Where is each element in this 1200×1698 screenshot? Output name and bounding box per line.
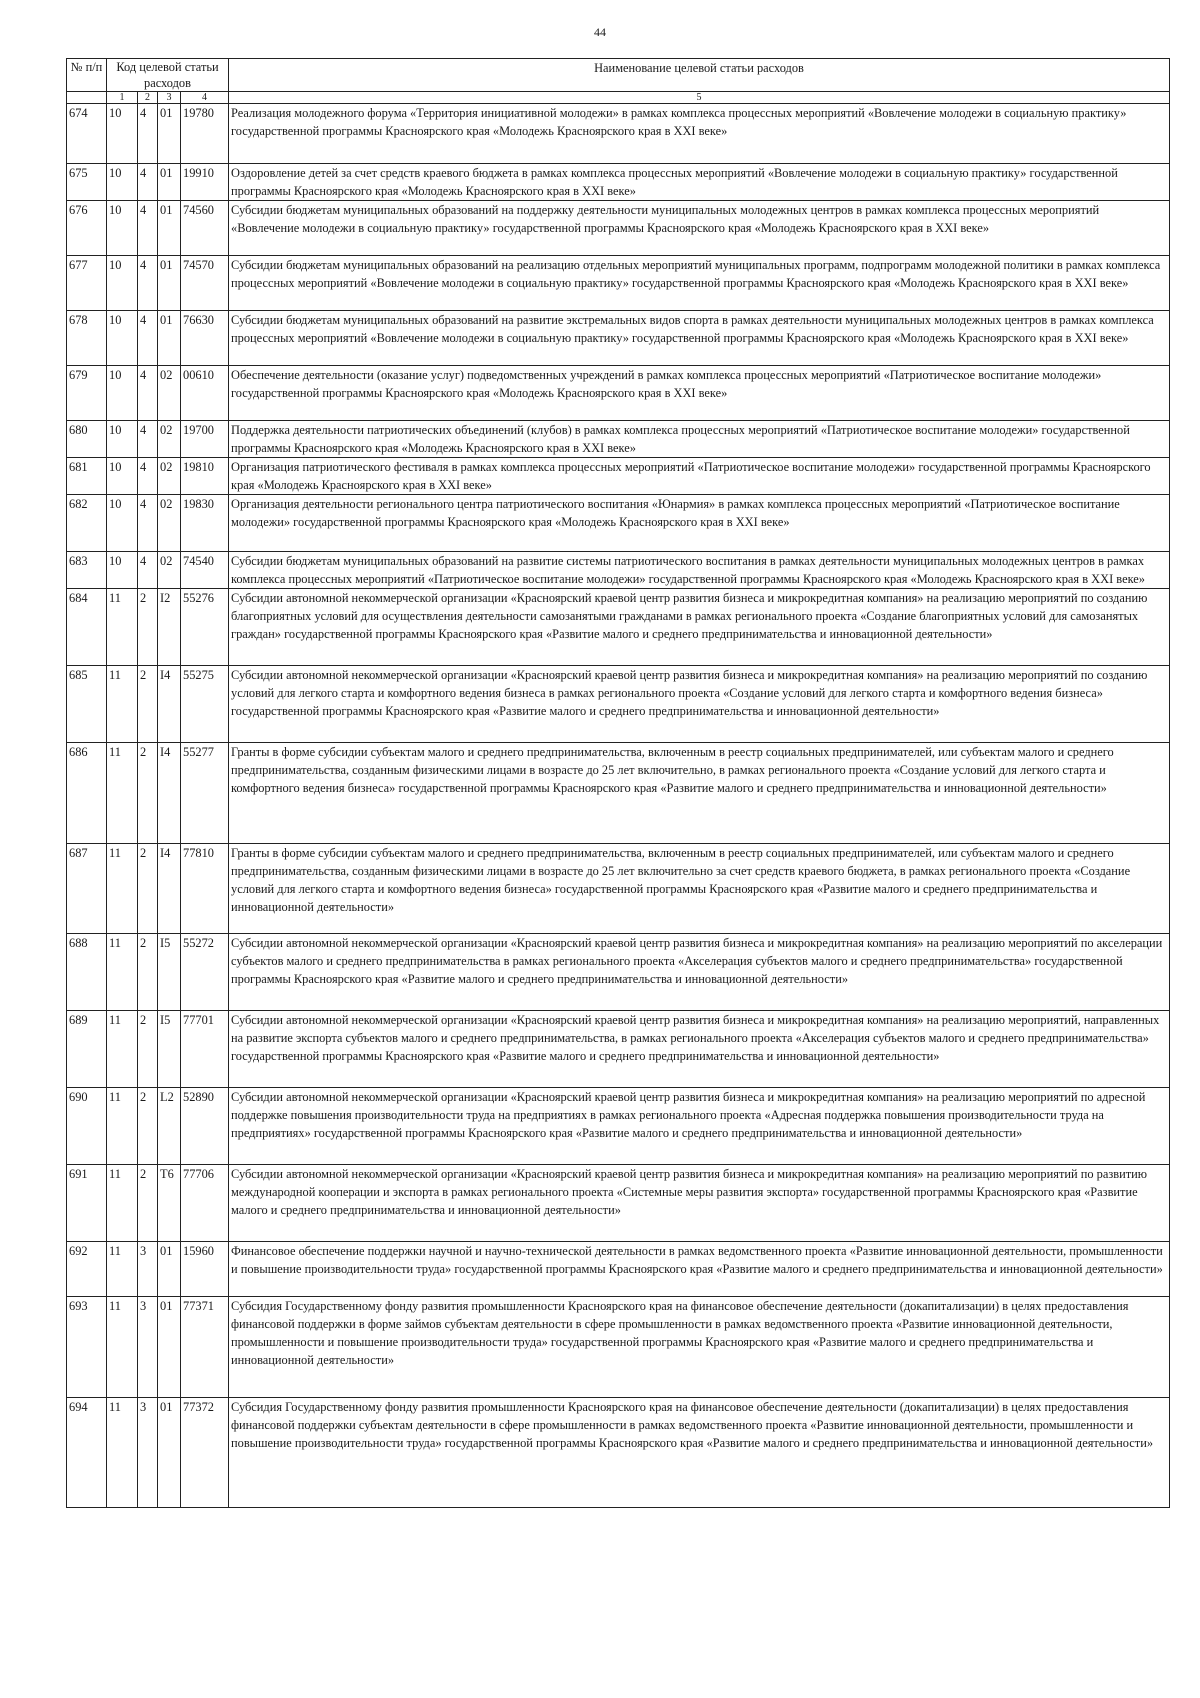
code-part-3-cell: 02	[158, 495, 181, 552]
code-part-4-cell: 74560	[181, 201, 229, 256]
code-part-1-cell: 10	[107, 495, 138, 552]
row-number-cell: 694	[67, 1398, 107, 1508]
code-part-2-cell: 4	[138, 104, 158, 164]
item-name-cell: Субсидии бюджетам муниципальных образований на развитие системы патриотического воспитания в рамках деятельности муниципальных молодежных центров в рамках комплекса процессных мероприятий «Патриотическое воспитание молодежи» государственной программы Красноярского края «Молодежь Красноярского края в XXI веке»	[229, 552, 1170, 589]
code-part-4-cell: 55275	[181, 666, 229, 743]
item-name-cell: Субсидии автономной некоммерческой организации «Красноярский краевой центр развития бизнеса и микрокредитная компания» на реализацию мероприятий по созданию условий для легкого старта и комфортного ведения бизнеса в рамках регионального проекта «Создание условий для легкого старта и комфортного ведения бизнеса» государственной программы Красноярского края «Развитие малого и среднего предпринимательства и инновационной деятельности»	[229, 666, 1170, 743]
code-part-4-cell: 52890	[181, 1088, 229, 1165]
code-part-4-cell: 15960	[181, 1242, 229, 1297]
item-name-cell: Субсидии бюджетам муниципальных образований на реализацию отдельных мероприятий муниципальных программ, подпрограмм молодежной политики в рамках комплекса процессных мероприятий «Вовлечение молодежи в социальную практику» государственной программы Красноярского края «Молодежь Красноярского края в XXI веке»	[229, 256, 1170, 311]
code-part-3-cell: 02	[158, 458, 181, 495]
code-part-3-cell: 01	[158, 1398, 181, 1508]
row-number-cell: 682	[67, 495, 107, 552]
table-row	[67, 934, 1170, 1011]
table-row	[67, 495, 1170, 552]
code-part-1-cell: 10	[107, 421, 138, 458]
table-row	[67, 366, 1170, 421]
code-part-1-cell: 10	[107, 366, 138, 421]
table-row	[67, 552, 1170, 589]
item-name-cell: Обеспечение деятельности (оказание услуг) подведомственных учреждений в рамках комплекса процессных мероприятий «Патриотическое воспитание молодежи» государственной программы Красноярского края «Молодежь Красноярского края в XXI веке»	[229, 366, 1170, 421]
row-number-cell: 683	[67, 552, 107, 589]
code-part-4-cell: 19700	[181, 421, 229, 458]
code-part-1-cell: 11	[107, 1165, 138, 1242]
table-row	[67, 458, 1170, 495]
column-number-2: 2	[138, 92, 158, 104]
code-part-2-cell: 2	[138, 743, 158, 844]
code-part-2-cell: 2	[138, 1165, 158, 1242]
code-part-2-cell: 3	[138, 1297, 158, 1398]
column-number-1: 1	[107, 92, 138, 104]
row-number-cell: 677	[67, 256, 107, 311]
code-part-1-cell: 10	[107, 552, 138, 589]
code-part-2-cell: 4	[138, 164, 158, 201]
row-number-cell: 686	[67, 743, 107, 844]
code-part-1-cell: 10	[107, 256, 138, 311]
code-part-2-cell: 2	[138, 844, 158, 934]
column-number-1	[67, 92, 107, 104]
header-name: Наименование целевой статьи расходов	[229, 59, 1170, 92]
code-part-4-cell: 77706	[181, 1165, 229, 1242]
code-part-1-cell: 10	[107, 164, 138, 201]
code-part-3-cell: I5	[158, 1011, 181, 1088]
table-row	[67, 1011, 1170, 1088]
code-part-2-cell: 3	[138, 1398, 158, 1508]
code-part-2-cell: 2	[138, 1088, 158, 1165]
code-part-1-cell: 11	[107, 666, 138, 743]
code-part-2-cell: 2	[138, 934, 158, 1011]
row-number-cell: 680	[67, 421, 107, 458]
target-items-table	[66, 58, 1170, 1508]
item-name-cell: Гранты в форме субсидии субъектам малого и среднего предпринимательства, включенным в реестр социальных предпринимателей, или субъектам малого и среднего предпринимательства, созданным физическими лицами в возрасте до 25 лет включительно, в рамках регионального проекта «Создание условий для легкого старта и комфортного ведения бизнеса» государственной программы Красноярского края «Развитие малого и среднего предпринимательства и инновационной деятельности»	[229, 743, 1170, 844]
row-number-cell: 678	[67, 311, 107, 366]
row-number-cell: 684	[67, 589, 107, 666]
row-number-cell: 676	[67, 201, 107, 256]
column-number-4: 4	[181, 92, 229, 104]
code-part-2-cell: 4	[138, 366, 158, 421]
row-number-cell: 689	[67, 1011, 107, 1088]
table-row	[67, 164, 1170, 201]
code-part-1-cell: 10	[107, 311, 138, 366]
row-number-cell: 687	[67, 844, 107, 934]
code-part-3-cell: I4	[158, 743, 181, 844]
code-part-1-cell: 10	[107, 201, 138, 256]
code-part-3-cell: T6	[158, 1165, 181, 1242]
code-part-3-cell: 02	[158, 366, 181, 421]
code-part-4-cell: 00610	[181, 366, 229, 421]
code-part-2-cell: 4	[138, 458, 158, 495]
code-part-1-cell: 11	[107, 1297, 138, 1398]
code-part-1-cell: 11	[107, 1242, 138, 1297]
table-row	[67, 104, 1170, 164]
table-row	[67, 743, 1170, 844]
code-part-3-cell: 01	[158, 1297, 181, 1398]
code-part-2-cell: 4	[138, 421, 158, 458]
header-code: Код целевой статьи расходов	[107, 59, 229, 92]
code-part-4-cell: 76630	[181, 311, 229, 366]
code-part-3-cell: I4	[158, 844, 181, 934]
code-part-3-cell: L2	[158, 1088, 181, 1165]
code-part-3-cell: 01	[158, 1242, 181, 1297]
table-row	[67, 421, 1170, 458]
row-number-cell: 685	[67, 666, 107, 743]
code-part-3-cell: 01	[158, 201, 181, 256]
code-part-2-cell: 4	[138, 256, 158, 311]
item-name-cell: Организация патриотического фестиваля в рамках комплекса процессных мероприятий «Патриотическое воспитание молодежи» государственной программы Красноярского края «Молодежь Красноярского края в XXI веке»	[229, 458, 1170, 495]
code-part-2-cell: 4	[138, 311, 158, 366]
code-part-2-cell: 4	[138, 552, 158, 589]
code-part-4-cell: 19780	[181, 104, 229, 164]
column-number-3: 3	[158, 92, 181, 104]
code-part-3-cell: 01	[158, 104, 181, 164]
item-name-cell: Субсидии автономной некоммерческой организации «Красноярский краевой центр развития бизнеса и микрокредитная компания» на реализацию мероприятий по адресной поддержке повышения производительности труда на предприятиях в рамках регионального проекта «Адресная поддержка повышения производительности труда на предприятиях» государственной программы Красноярского края «Развитие малого и среднего предпринимательства и инновационной деятельности»	[229, 1088, 1170, 1165]
item-name-cell: Оздоровление детей за счет средств краевого бюджета в рамках комплекса процессных мероприятий «Вовлечение молодежи в социальную практику» государственной программы Красноярского края «Молодежь Красноярского края в XXI веке»	[229, 164, 1170, 201]
code-part-3-cell: I2	[158, 589, 181, 666]
table-row	[67, 844, 1170, 934]
table-row	[67, 1165, 1170, 1242]
code-part-4-cell: 74570	[181, 256, 229, 311]
code-part-2-cell: 3	[138, 1242, 158, 1297]
code-part-1-cell: 11	[107, 589, 138, 666]
code-part-2-cell: 2	[138, 666, 158, 743]
item-name-cell: Субсидии автономной некоммерческой организации «Красноярский краевой центр развития бизнеса и микрокредитная компания» на реализацию мероприятий, направленных на развитие экспорта субъектов малого и среднего предпринимательства, в рамках регионального проекта «Акселерация субъектов малого и среднего предпринимательства» государственной программы Красноярского края «Развитие малого и среднего предпринимательства и инновационной деятельности»	[229, 1011, 1170, 1088]
code-part-4-cell: 77371	[181, 1297, 229, 1398]
row-number-cell: 675	[67, 164, 107, 201]
code-part-2-cell: 4	[138, 201, 158, 256]
table-row	[67, 666, 1170, 743]
code-part-1-cell: 10	[107, 458, 138, 495]
item-name-cell: Гранты в форме субсидии субъектам малого и среднего предпринимательства, включенным в реестр социальных предпринимателей, или субъектам малого и среднего предпринимательства, созданным физическими лицами в возрасте до 25 лет включительно за счет средств краевого бюджета, в рамках регионального проекта «Создание условий для легкого старта и комфортного ведения бизнеса» государственной программы Красноярского края «Развитие малого и среднего предпринимательства и инновационной деятельности»	[229, 844, 1170, 934]
item-name-cell: Субсидии автономной некоммерческой организации «Красноярский краевой центр развития бизнеса и микрокредитная компания» на реализацию мероприятий по развитию международной кооперации и экспорта в рамках регионального проекта «Системные меры развития экспорта» государственной программы Красноярского края «Развитие малого и среднего предпринимательства и инновационной деятельности»	[229, 1165, 1170, 1242]
table-body	[67, 104, 1170, 1508]
item-name-cell: Субсидия Государственному фонду развития промышленности Красноярского края на финансовое обеспечение деятельности (докапитализации) в целях предоставления финансовой поддержки субъектам деятельности в сфере промышленности в рамках ведомственного проекта «Развитие инновационной деятельности, промышленности и повышение производительности труда» государственной программы Красноярского края «Развитие малого и среднего предпринимательства и инновационной деятельности»	[229, 1398, 1170, 1508]
code-part-3-cell: 01	[158, 311, 181, 366]
code-part-4-cell: 77701	[181, 1011, 229, 1088]
table-row	[67, 1088, 1170, 1165]
code-part-3-cell: 02	[158, 421, 181, 458]
code-part-1-cell: 11	[107, 1398, 138, 1508]
item-name-cell: Финансовое обеспечение поддержки научной и научно-технической деятельности в рамках ведомственного проекта «Развитие инновационной деятельности, промышленности и повышение производительности труда» государственной программы Красноярского края «Развитие малого и среднего предпринимательства и инновационной деятельности»	[229, 1242, 1170, 1297]
code-part-4-cell: 19810	[181, 458, 229, 495]
code-part-2-cell: 2	[138, 1011, 158, 1088]
table-row	[67, 1297, 1170, 1398]
item-name-cell: Субсидия Государственному фонду развития промышленности Красноярского края на финансовое обеспечение деятельности (докапитализации) в целях предоставления финансовой поддержки в форме займов субъектам деятельности в сфере промышленности в рамках ведомственного проекта «Развитие инновационной деятельности, промышленности и повышение производительности труда» государственной программы Красноярского края «Развитие малого и среднего предпринимательства и инновационной деятельности»	[229, 1297, 1170, 1398]
row-number-cell: 674	[67, 104, 107, 164]
code-part-4-cell: 77372	[181, 1398, 229, 1508]
code-part-4-cell: 19830	[181, 495, 229, 552]
code-part-3-cell: I4	[158, 666, 181, 743]
code-part-4-cell: 77810	[181, 844, 229, 934]
table-row	[67, 311, 1170, 366]
table-row	[67, 589, 1170, 666]
code-part-4-cell: 55272	[181, 934, 229, 1011]
row-number-cell: 690	[67, 1088, 107, 1165]
item-name-cell: Реализация молодежного форума «Территория инициативной молодежи» в рамках комплекса процессных мероприятий «Вовлечение молодежи в социальную практику» государственной программы Красноярского края «Молодежь Красноярского края в XXI веке»	[229, 104, 1170, 164]
code-part-1-cell: 11	[107, 1088, 138, 1165]
code-part-3-cell: I5	[158, 934, 181, 1011]
code-part-2-cell: 2	[138, 589, 158, 666]
code-part-3-cell: 02	[158, 552, 181, 589]
code-part-3-cell: 01	[158, 164, 181, 201]
row-number-cell: 693	[67, 1297, 107, 1398]
table-row	[67, 1398, 1170, 1508]
table-row	[67, 1242, 1170, 1297]
code-part-3-cell: 01	[158, 256, 181, 311]
table-row	[67, 201, 1170, 256]
code-part-2-cell: 4	[138, 495, 158, 552]
column-numbers-row	[67, 92, 1170, 104]
item-name-cell: Субсидии автономной некоммерческой организации «Красноярский краевой центр развития бизнеса и микрокредитная компания» на реализацию мероприятий по созданию благоприятных условий для осуществления деятельности самозанятыми гражданами в рамках регионального проекта «Создание благоприятных условий для самозанятых граждан» государственной программы Красноярского края «Развитие малого и среднего предпринимательства и инновационной деятельности»	[229, 589, 1170, 666]
column-number-5: 5	[229, 92, 1170, 104]
code-part-4-cell: 74540	[181, 552, 229, 589]
item-name-cell: Организация деятельности регионального центра патриотического воспитания «Юнармия» в рамках комплекса процессных мероприятий «Патриотическое воспитание молодежи» государственной программы Красноярского края «Молодежь Красноярского края в XXI веке»	[229, 495, 1170, 552]
code-part-1-cell: 11	[107, 743, 138, 844]
item-name-cell: Субсидии бюджетам муниципальных образований на поддержку деятельности муниципальных молодежных центров в рамках комплекса процессных мероприятий «Вовлечение молодежи в социальную практику» государственной программы Красноярского края «Молодежь Красноярского края в XXI веке»	[229, 201, 1170, 256]
code-part-1-cell: 11	[107, 1011, 138, 1088]
item-name-cell: Субсидии автономной некоммерческой организации «Красноярский краевой центр развития бизнеса и микрокредитная компания» на реализацию мероприятий по акселерации субъектов малого и среднего предпринимательства в рамках регионального проекта «Акселерация субъектов малого и среднего предпринимательства» государственной программы Красноярского края «Развитие малого и среднего предпринимательства и инновационной деятельности»	[229, 934, 1170, 1011]
code-part-1-cell: 11	[107, 934, 138, 1011]
row-number-cell: 688	[67, 934, 107, 1011]
table-row	[67, 256, 1170, 311]
row-number-cell: 679	[67, 366, 107, 421]
item-name-cell: Субсидии бюджетам муниципальных образований на развитие экстремальных видов спорта в рамках деятельности муниципальных молодежных центров в рамках комплекса процессных мероприятий «Вовлечение молодежи в социальную практику» государственной программы Красноярского края «Молодежь Красноярского края в XXI веке»	[229, 311, 1170, 366]
row-number-cell: 691	[67, 1165, 107, 1242]
header-num: № п/п	[67, 59, 107, 92]
page-number: 44	[594, 25, 606, 39]
code-part-4-cell: 55276	[181, 589, 229, 666]
row-number-cell: 681	[67, 458, 107, 495]
row-number-cell: 692	[67, 1242, 107, 1297]
code-part-1-cell: 10	[107, 104, 138, 164]
code-part-4-cell: 19910	[181, 164, 229, 201]
item-name-cell: Поддержка деятельности патриотических объединений (клубов) в рамках комплекса процессных мероприятий «Патриотическое воспитание молодежи» государственной программы Красноярского края «Молодежь Красноярского края в XXI веке»	[229, 421, 1170, 458]
code-part-4-cell: 55277	[181, 743, 229, 844]
code-part-1-cell: 11	[107, 844, 138, 934]
